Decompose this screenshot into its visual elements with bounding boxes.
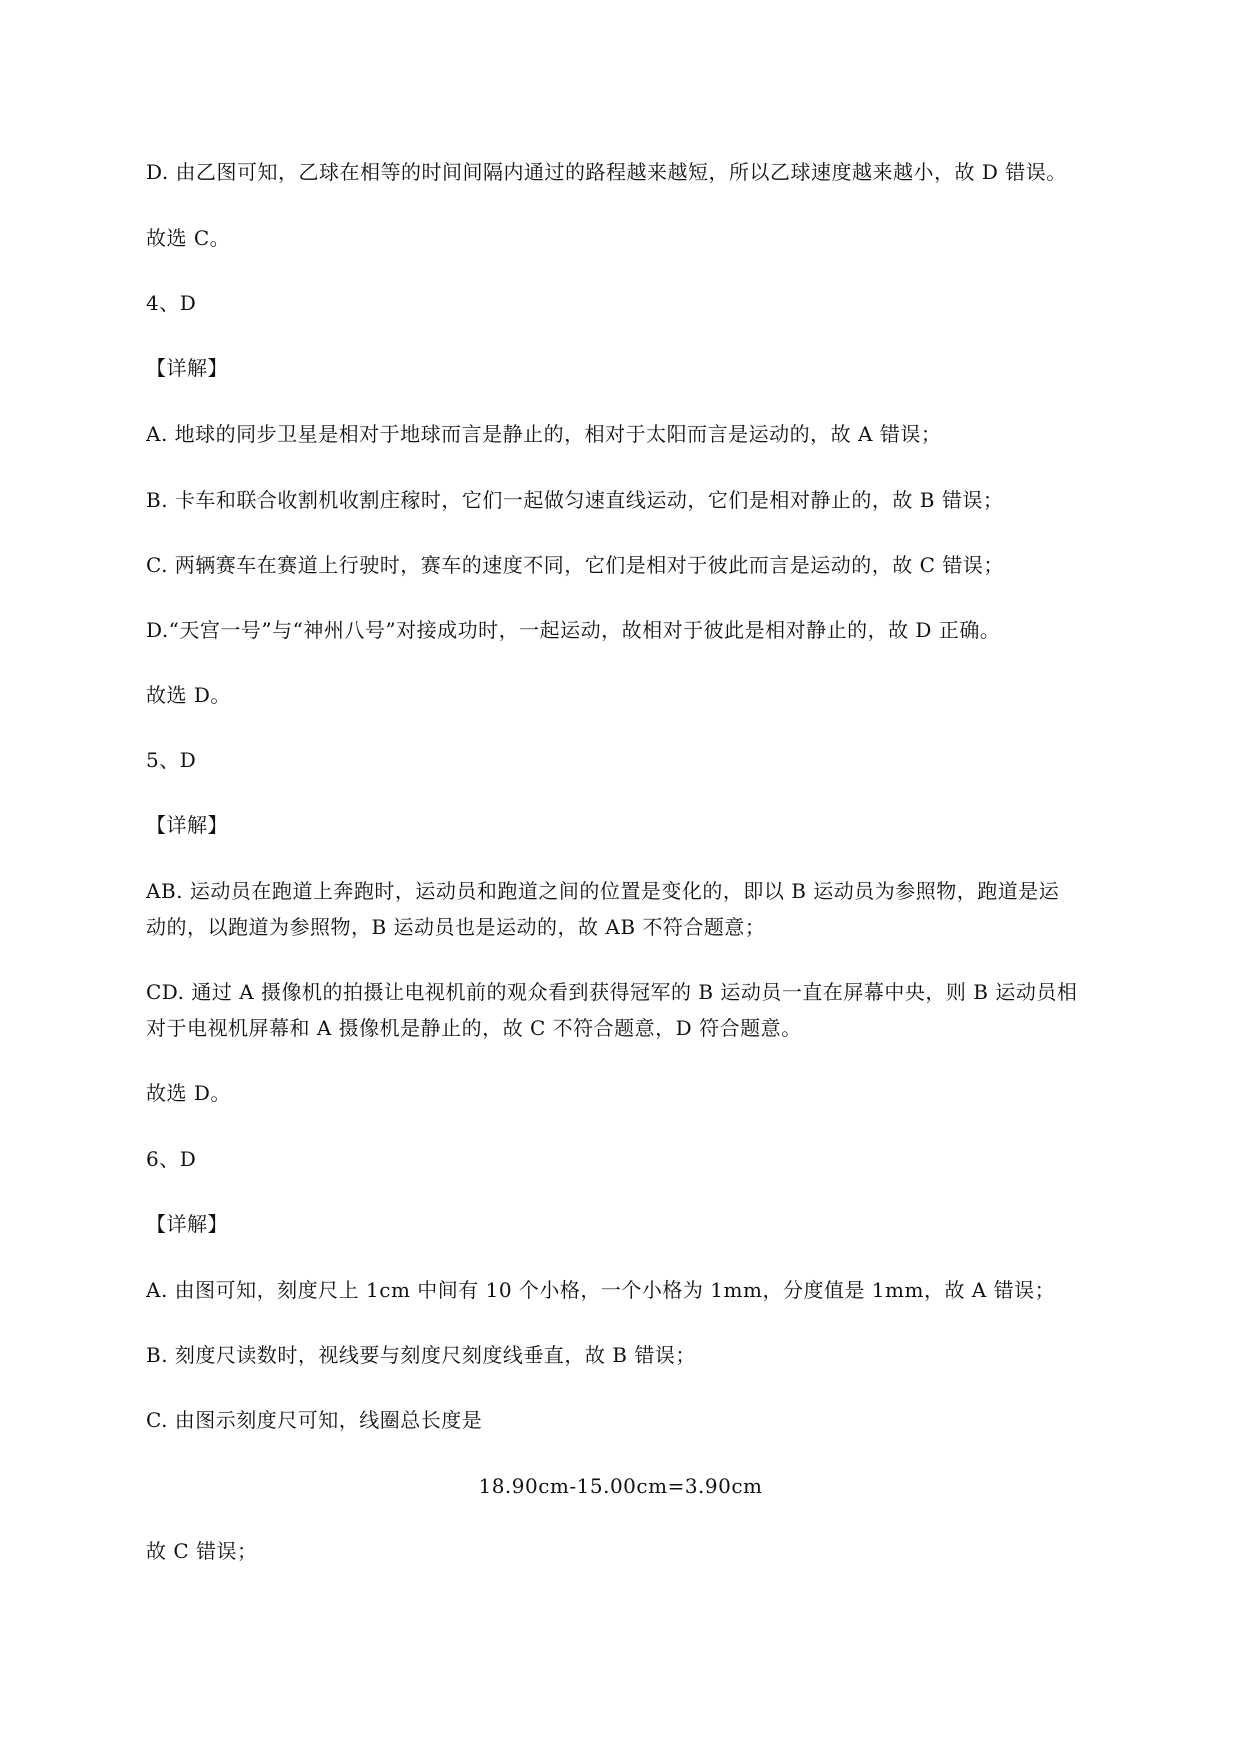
paragraph-option-d-q4: D.“天宫一号”与“神州八号”对接成功时，一起运动，故相对于彼此是相对静止的，故 D 正确。 (146, 618, 1001, 642)
question-number-4: 4、D (146, 291, 197, 315)
answer-q5: 故选 D。 (146, 1081, 231, 1105)
answer-q3: 故选 C。 (146, 226, 231, 250)
paragraph-option-ab-q5-line2: 动的，以跑道为参照物，B 运动员也是运动的，故 AB 不符合题意； (146, 915, 766, 939)
paragraph-option-ab-q5-line1: AB. 运动员在跑道上奔跑时，运动员和跑道之间的位置是变化的，即以 B 运动员为参照物，跑道是运 (146, 879, 1060, 903)
paragraph-option-b-q6: B. 刻度尺读数时，视线要与刻度尺刻度线垂直，故 B 错误； (146, 1343, 696, 1367)
paragraph-option-b-q4: B. 卡车和联合收割机收割庄稼时，它们一起做匀速直线运动，它们是相对静止的，故 B 错误； (146, 488, 1004, 512)
question-number-5: 5、D (146, 748, 197, 772)
paragraph-option-d-q3: D. 由乙图可知，乙球在相等的时间间隔内通过的路程越来越短，所以乙球速度越来越小，故 D 错误。 (146, 160, 1067, 184)
paragraph-option-a-q4: A. 地球的同步卫星是相对于地球而言是静止的，相对于太阳而言是运动的，故 A 错误； (146, 422, 942, 446)
equation-length: 18.90cm-15.00cm=3.90cm (478, 1474, 763, 1498)
paragraph-option-cd-q5-line2: 对于电视机屏幕和 A 摄像机是静止的，故 C 不符合题意，D 符合题意。 (146, 1016, 802, 1040)
answer-q4: 故选 D。 (146, 683, 231, 707)
question-number-6: 6、D (146, 1147, 197, 1171)
section-heading-explanation-6: 【详解】 (146, 1212, 228, 1236)
paragraph-option-c-q6: C. 由图示刻度尺可知，线圈总长度是 (146, 1408, 483, 1432)
section-heading-explanation-4: 【详解】 (146, 356, 228, 380)
section-heading-explanation-5: 【详解】 (146, 813, 228, 837)
paragraph-option-cd-q5-line1: CD. 通过 A 摄像机的拍摄让电视机前的观众看到获得冠军的 B 运动员一直在屏幕中央，则 B 运动员相 (146, 980, 1078, 1004)
paragraph-option-a-q6: A. 由图可知，刻度尺上 1cm 中间有 10 个小格，一个小格为 1mm，分度值是 1mm，故 A 错误； (146, 1278, 1056, 1302)
paragraph-option-c-q4: C. 两辆赛车在赛道上行驶时，赛车的速度不同，它们是相对于彼此而言是运动的，故 C 错误； (146, 553, 1004, 577)
paragraph-conclusion-c-q6: 故 C 错误； (146, 1539, 258, 1563)
